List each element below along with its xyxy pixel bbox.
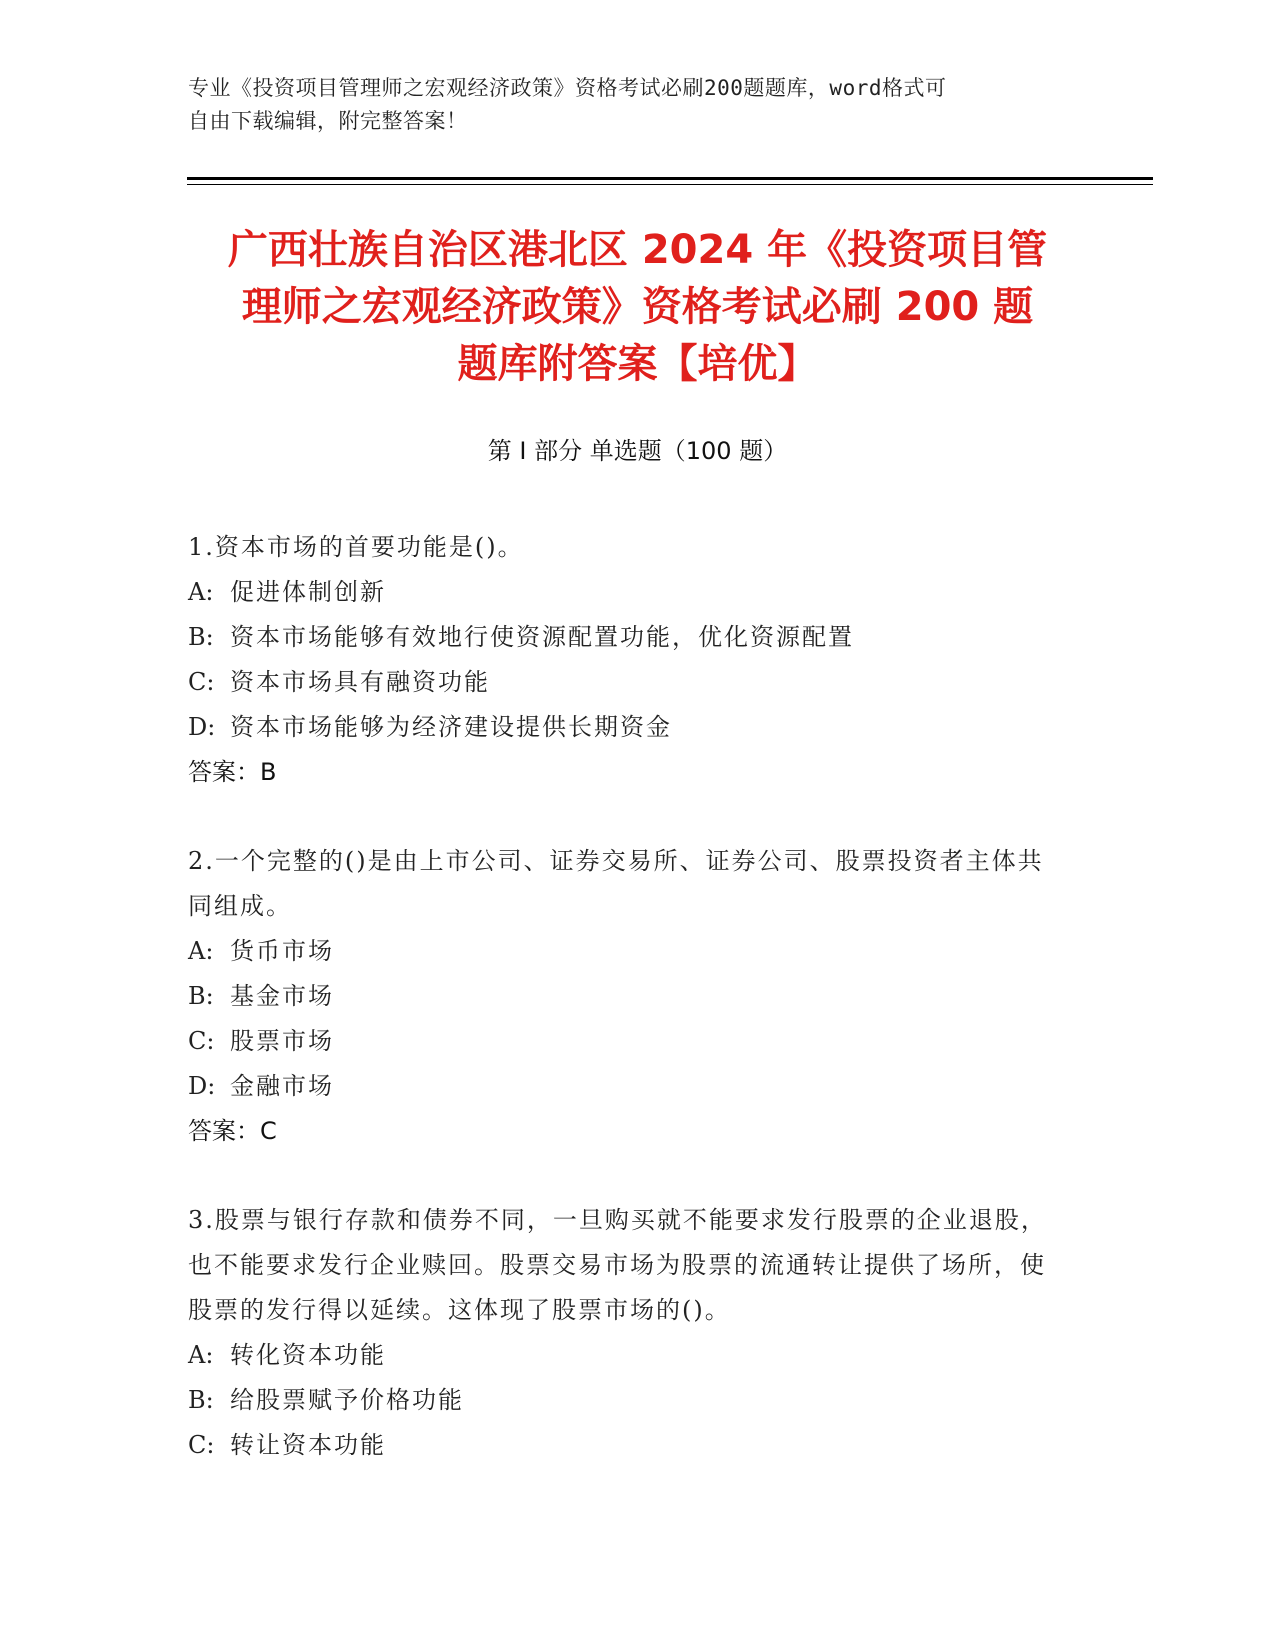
- option-text: 资本市场具有融资功能: [230, 668, 490, 696]
- option-text: 货币市场: [230, 937, 334, 965]
- question-stem: 3.股票与银行存款和债券不同，一旦购买就不能要求发行股票的企业退股，也不能要求发行企业赎回。股票交易市场为股票的流通转让提供了场所，使股票的发行得以延续。这体现了股票市场的()。: [188, 1206, 1047, 1324]
- option-key: C:: [188, 1027, 215, 1055]
- option-text: 基金市场: [230, 982, 334, 1010]
- question-option: [188, 1064, 1068, 1109]
- option-key: C:: [188, 1431, 215, 1459]
- question-option: [188, 929, 1068, 974]
- option-key: A:: [188, 937, 214, 965]
- option-key: A:: [188, 578, 214, 606]
- question-option: [188, 974, 1068, 1019]
- title-line-1: 广西壮族自治区港北区 2024 年《投资项目管: [227, 227, 1048, 273]
- question-item: [188, 525, 1068, 795]
- option-text: 金融市场: [230, 1072, 334, 1100]
- option-text: 给股票赋予价格功能: [230, 1386, 464, 1414]
- option-text: 资本市场能够有效地行使资源配置功能，优化资源配置: [230, 623, 854, 651]
- option-key: C:: [188, 668, 215, 696]
- header-note: [188, 72, 1088, 138]
- question-option: [188, 1378, 1068, 1423]
- header-divider-thin: [187, 184, 1153, 185]
- question-option: [188, 1423, 1068, 1468]
- question-stem: 1.资本市场的首要功能是()。: [188, 533, 524, 561]
- question-stem: 2.一个完整的()是由上市公司、证券交易所、证券公司、股票投资者主体共同组成。: [188, 847, 1044, 920]
- question-option: [188, 1333, 1068, 1378]
- option-key: A:: [188, 1341, 214, 1369]
- title-line-3: 题库附答案【培优】: [457, 341, 818, 387]
- option-key: B:: [188, 623, 214, 651]
- option-text: 转化资本功能: [230, 1341, 386, 1369]
- header-note-line-2: 自由下载编辑，附完整答案！: [188, 109, 468, 133]
- option-key: D:: [188, 1072, 216, 1100]
- option-key: B:: [188, 982, 214, 1010]
- title-line-2: 理师之宏观经济政策》资格考试必刷 200 题: [241, 284, 1034, 330]
- question-list: [188, 525, 1068, 1512]
- question-item: [188, 1198, 1068, 1468]
- question-item: [188, 839, 1068, 1154]
- section-heading: 第 I 部分 单选题（100 题）: [487, 437, 788, 465]
- question-option: [188, 1019, 1068, 1064]
- header-note-line-1: 专业《投资项目管理师之宏观经济政策》资格考试必刷200题题库，word格式可: [188, 76, 947, 100]
- option-key: B:: [188, 1386, 214, 1414]
- option-text: 股票市场: [230, 1027, 334, 1055]
- question-answer: 答案：C: [188, 1117, 277, 1145]
- option-text: 转让资本功能: [230, 1431, 386, 1459]
- option-text: 促进体制创新: [230, 578, 386, 606]
- question-option: [188, 705, 1068, 750]
- header-divider-thick: [187, 177, 1153, 180]
- question-option: [188, 615, 1068, 660]
- option-text: 资本市场能够为经济建设提供长期资金: [230, 713, 672, 741]
- question-option: [188, 570, 1068, 615]
- document-title: [150, 222, 1125, 393]
- question-option: [188, 660, 1068, 705]
- question-answer: 答案：B: [188, 758, 277, 786]
- option-key: D:: [188, 713, 216, 741]
